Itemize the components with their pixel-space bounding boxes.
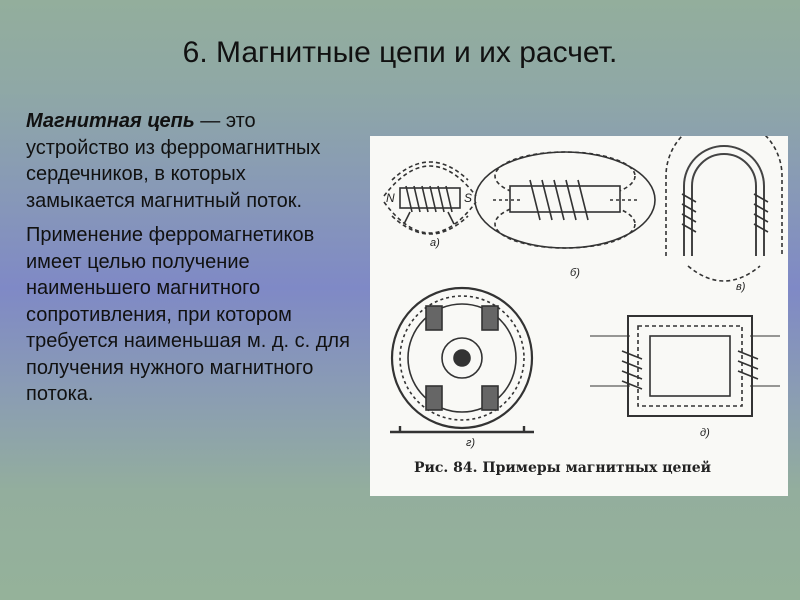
label-v: в) xyxy=(736,281,746,293)
label-south: S xyxy=(464,191,473,205)
figure-drawing xyxy=(370,136,788,496)
diagram-d-rect-core xyxy=(590,316,780,416)
diagram-g-motor xyxy=(390,288,534,432)
label-b: б) xyxy=(570,267,580,279)
diagram-b-core-coil xyxy=(475,152,655,248)
figure-caption: Рис. 84. Примеры магнитных цепей xyxy=(414,460,711,476)
diagram-v-horseshoe xyxy=(666,136,782,281)
label-g: г) xyxy=(466,437,476,449)
definition-text: — это устройство из ферромагнитных сердечников, в которых замыкается магнитный поток. xyxy=(26,110,321,212)
label-a: а) xyxy=(430,237,440,249)
purpose-paragraph: Применение ферромагнетиков имеет целью получение наименьшего магнитного сопротивления, при котором требуется наименьшая м. д. с. для получения нужного магнитного потока. xyxy=(26,224,350,405)
label-d: д) xyxy=(700,427,710,439)
slide-body xyxy=(26,108,356,416)
diagram-a-rod-coil xyxy=(384,162,476,234)
slide-title: 6. Магнитные цепи и их расчет. xyxy=(182,36,618,69)
magnetic-circuits-figure xyxy=(370,136,788,496)
term-magnetic-circuit: Магнитная цепь xyxy=(26,110,195,132)
definition-paragraph xyxy=(26,108,356,214)
label-north: N xyxy=(386,191,395,205)
